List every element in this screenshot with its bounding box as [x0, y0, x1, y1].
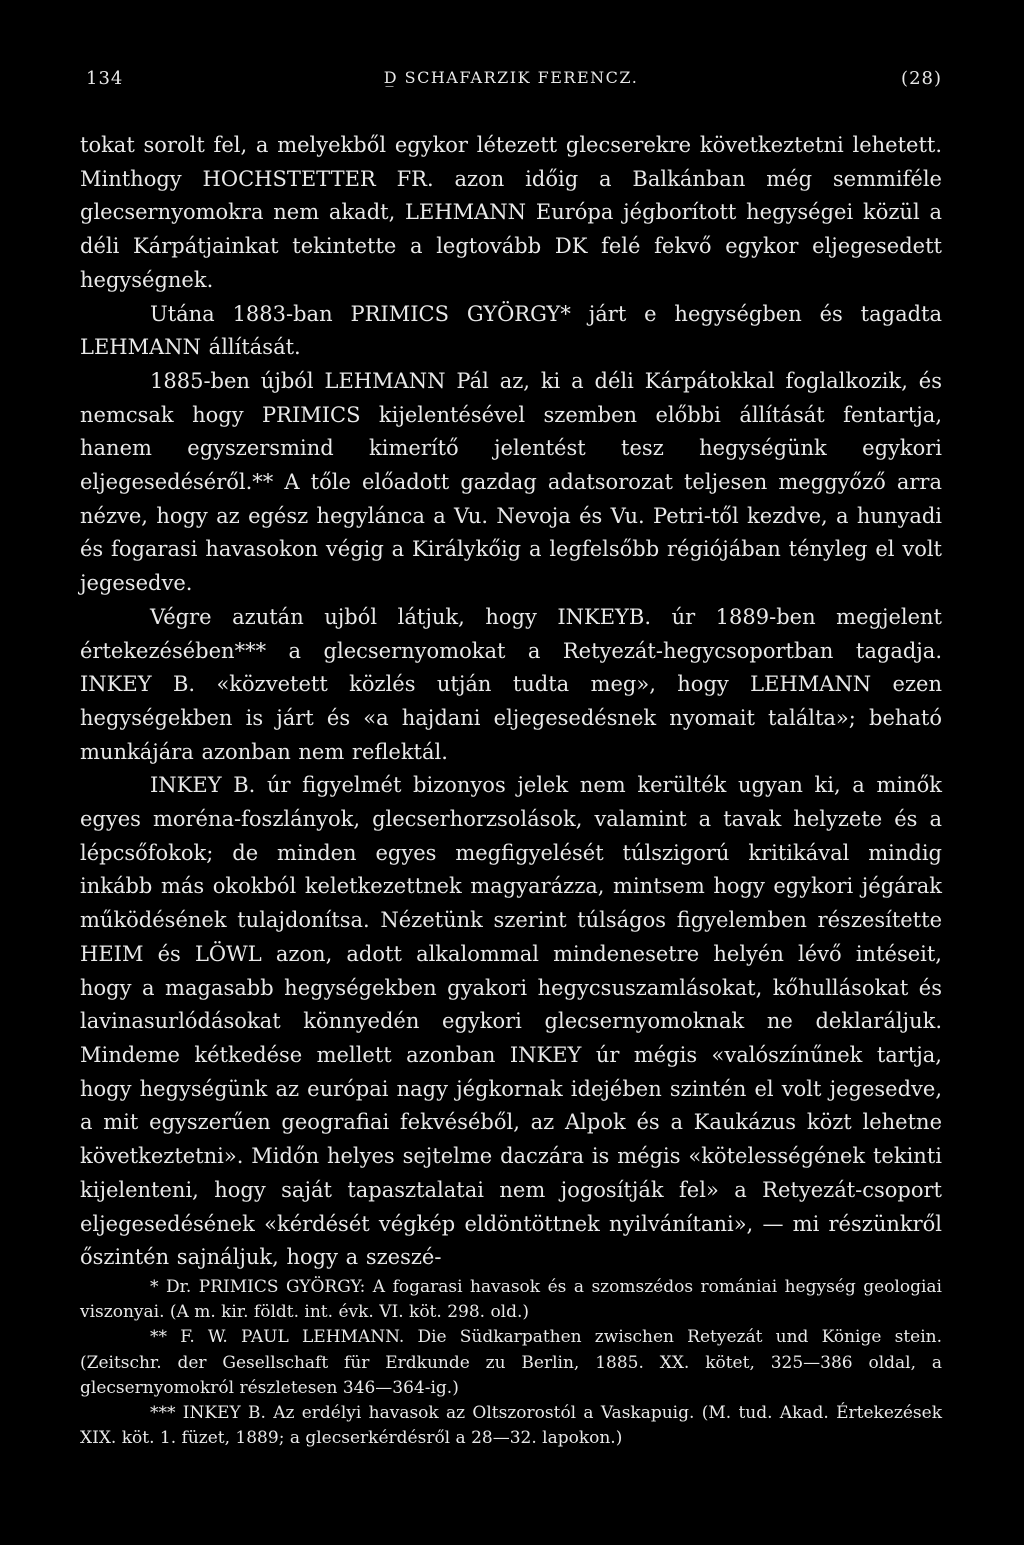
running-title: D̲ SCHAFARZIK FERENCZ.	[383, 68, 639, 87]
page-header	[80, 62, 942, 96]
page-number: 134	[86, 68, 124, 89]
paragraph: tokat sorolt fel, a melyekből egykor létezett glecserekre következtetni lehetett. Minthogy HOCHSTETTER FR. azon időig a Balkánban még semmiféle glecsernyomokra nem akadt, LEHMANN Európa jégborított hegységei közül a déli Kárpátjainkat tekintette a legtovább DK felé fekvő egykor eljegesedett hegységnek.	[80, 133, 942, 292]
paragraph: Utána 1883-ban PRIMICS GYÖRGY* járt e hegységben és tagadta LEHMANN állítását.	[80, 301, 942, 360]
footnotes	[80, 1275, 942, 1451]
body-text	[80, 129, 942, 1275]
footnote: * Dr. PRIMICS GYÖRGY: A fogarasi havasok és a szomszédos romániai hegység geologiai viszonyai. (A m. kir. földt. int. évk. VI. köt. 298. old.)	[80, 1277, 942, 1323]
paragraph: INKEY B. úr figyelmét bizonyos jelek nem kerülték ugyan ki, a minők egyes moréna-foszlányok, glecserhorzsolások, valamint a tavak helyzete és a lépcsőfokok; de minden egyes megfigyelését túlszigorú kritikával mindig inkább más okokból keletkezettnek magyarázza, mintsem hogy egykori jégárak működésének tulajdonítsa. Nézetünk szerint túlságos figyelemben részesítette HEIM és LÖWL azon, adott alkalommal mindenesetre helyén lévő intéseit, hogy a magasabb hegységekben gyakori hegycsuszamlásokat, kőhullásokat és lavinasurlódásokat könnyedén egykori glecsernyomoknak ne deklaráljuk. Mindeme kétkedése mellett azonban INKEY úr mégis «valószínűnek tartja, hogy hegységünk az európai nagy jégkornak idejében szintén el volt jegesedve, a mit egyszerűen geografiai fekvéséből, az Alpok és a Kaukázus közt lehetne következtetni». Midőn helyes sejtelme daczára is mégis «kötelességének tekinti kijelenteni, hogy saját tapasztalatai nem jogosítják fel» a Retyezát-csoport eljegesedésének «kérdését végkép eldöntöttnek nyilvánítani», — mi részünkről őszintén sajnáljuk, hogy a szeszé-	[80, 773, 942, 1270]
footnote: ** F. W. PAUL LEHMANN. Die Südkarpathen zwischen Retyezát und Könige stein. (Zeitschr. der Gesellschaft für Erdkunde zu Berlin, 1885. XX. kötet, 325—386 oldal, a glecsernyomokról részletesen 346—364-ig.)	[80, 1327, 942, 1398]
section-number: (28)	[901, 68, 942, 89]
paragraph: 1885-ben újból LEHMANN Pál az, ki a déli Kárpátokkal foglalkozik, és nemcsak hogy PRIMICS kijelentésével szemben előbbi állítását fentartja, hanem egyszersmind kimerítő jelentést tesz hegységünk egykori eljegesedéséről.** A tőle előadott gazdag adatsorozat teljesen meggyőző arra nézve, hogy az egész hegylánca a Vu. Nevoja és Vu. Petri-től kezdve, a hunyadi és fogarasi havasokon végig a Királykőig a legfelsőbb régiójában tényleg el volt jegesedve.	[80, 368, 942, 596]
footnote: *** INKEY B. Az erdélyi havasok az Oltszorostól a Vaskapuig. (M. tud. Akad. Értekezések XIX. köt. 1. füzet, 1889; a glecserkérdésről a 28—32. lapokon.)	[80, 1403, 942, 1449]
paragraph: Végre azután ujból látjuk, hogy INKEYB. úr 1889-ben megjelent értekezésében*** a glecsernyomokat a Retyezát-hegycsoportban tagadja. INKEY B. «közvetett közlés utján tudta meg», hogy LEHMANN ezen hegységekben is járt és «a hajdani eljegesedésnek nyomait találta»; beható munkájára azonban nem reflektál.	[80, 604, 942, 764]
